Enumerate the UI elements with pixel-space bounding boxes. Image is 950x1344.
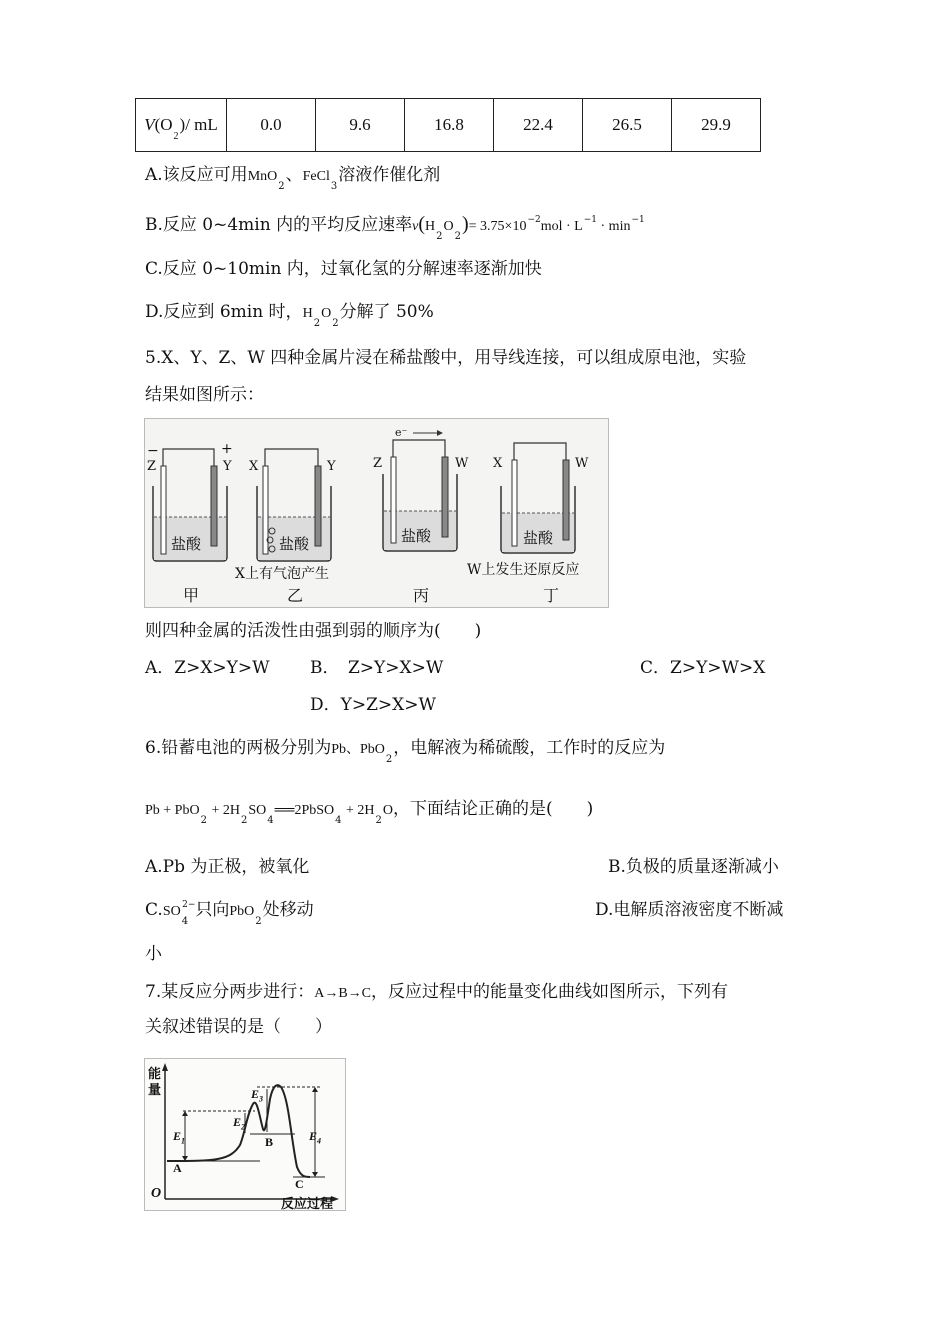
data-table bbox=[135, 98, 761, 152]
e4-label: $E_4$ bbox=[309, 1129, 322, 1146]
bing-label: 丙 bbox=[413, 586, 430, 605]
y-label-1: 能 bbox=[148, 1067, 162, 1082]
origin-label: O bbox=[151, 1186, 162, 1201]
ding-solution: 盐酸 bbox=[523, 529, 554, 547]
galvanic-cells-figure bbox=[144, 418, 609, 608]
q4-option-a: A.该反应可用MnO$_2$、FeCl$_3$溶液作催化剂 bbox=[145, 165, 441, 192]
table-row bbox=[136, 99, 761, 152]
x-axis-label: 反应过程 bbox=[281, 1197, 334, 1212]
q5-option-d: D．Y>Z>X>W bbox=[310, 695, 436, 715]
yi-solution: 盐酸 bbox=[279, 535, 310, 553]
point-a-label: A bbox=[173, 1161, 182, 1175]
q6-stem: 6.铅蓄电池的两极分别为Pb、PbO$_2$，电解液为稀硫酸，工作时的反应为 bbox=[145, 738, 666, 765]
q5-option-c: C．Z>Y>W>X bbox=[640, 658, 766, 678]
bing-right-metal: W bbox=[455, 456, 469, 471]
q6-option-a: A.Pb 为正极，被氧化 bbox=[145, 857, 310, 877]
e2-label: $E_2$ bbox=[233, 1115, 246, 1132]
table-cell: 26.5 bbox=[583, 99, 672, 152]
yi-right-metal: Y bbox=[327, 459, 336, 474]
table-cell: 22.4 bbox=[494, 99, 583, 152]
q5-stem-line1: 5.X、Y、Z、W 四种金属片浸在稀盐酸中，用导线连接，可以组成原电池，实验 bbox=[145, 348, 747, 368]
q4-option-c: C.反应 0~10min 内，过氧化氢的分解速率逐渐加快 bbox=[145, 259, 542, 279]
bing-solution: 盐酸 bbox=[401, 527, 432, 545]
jia-label: 甲 bbox=[183, 586, 200, 605]
q6-option-d-line1: D.电解质溶液密度不断减 bbox=[595, 900, 784, 920]
jia-solution: 盐酸 bbox=[171, 535, 202, 553]
q7-stem-line2: 关叙述错误的是（ ） bbox=[145, 1017, 332, 1037]
point-c-label: C bbox=[295, 1177, 304, 1191]
table-cell: 29.9 bbox=[672, 99, 761, 152]
q5-option-a: A．Z>X>Y>W bbox=[145, 658, 270, 678]
jia-right-metal: Y bbox=[223, 459, 232, 474]
bing-left-metal: Z bbox=[373, 456, 383, 471]
ding-right-metal: W bbox=[575, 456, 589, 471]
point-b-label: B bbox=[265, 1135, 274, 1149]
q5-question: 则四种金属的活泼性由强到弱的顺序为( ) bbox=[145, 621, 482, 641]
q5-stem-line2: 结果如图所示： bbox=[145, 385, 264, 405]
q6-option-d-line2: 小 bbox=[145, 944, 162, 964]
ding-left-metal: X bbox=[493, 456, 503, 471]
e1-label: $E_1$ bbox=[173, 1129, 186, 1146]
bing-electron: e⁻ bbox=[395, 426, 408, 439]
table-cell: 16.8 bbox=[405, 99, 494, 152]
yi-label: 乙 bbox=[287, 586, 304, 605]
q5-option-b: B． Z>Y>X>W bbox=[310, 658, 444, 678]
e3-label: $E_3$ bbox=[251, 1087, 264, 1104]
q6-option-c: $C.SO_4^{2-}$只向PbO$_2$处移动 bbox=[145, 900, 314, 927]
jia-sign-left: − bbox=[147, 443, 159, 459]
table-cell: 0.0 bbox=[227, 99, 316, 152]
ding-note: W上发生还原反应 bbox=[467, 562, 580, 578]
y-label-2: 量 bbox=[148, 1083, 162, 1098]
q7-stem-line1: 7.某反应分两步进行：A→B→C，反应过程中的能量变化曲线如图所示，下列有 bbox=[145, 982, 729, 1002]
yi-left-metal: X bbox=[249, 459, 259, 474]
q4-option-d: D.反应到 6min 时，$H_2O_2$分解了 50% bbox=[145, 302, 434, 329]
table-header-cell: $V(O_2)/$ mL bbox=[136, 99, 227, 152]
q6-equation-line: $Pb + PbO_2 + 2H_2SO_4══2PbSO_4 + 2H_2O$，下面结论正确的是( ) bbox=[145, 799, 594, 826]
energy-diagram bbox=[144, 1058, 346, 1211]
jia-sign-right: + bbox=[221, 441, 233, 457]
q4-option-b: B.反应 0~4min 内的平均反应速率$v(H_2O_2)= 3.75\times 10^{-2}mol \cdot L^{-1} \cdot \min^{-1}$ bbox=[145, 213, 645, 242]
yi-note: X上有气泡产生 bbox=[235, 566, 329, 582]
jia-left-metal: Z bbox=[147, 459, 157, 474]
ding-label: 丁 bbox=[543, 586, 560, 605]
q6-option-b: B.负极的质量逐渐减小 bbox=[608, 857, 779, 877]
table-cell: 9.6 bbox=[316, 99, 405, 152]
